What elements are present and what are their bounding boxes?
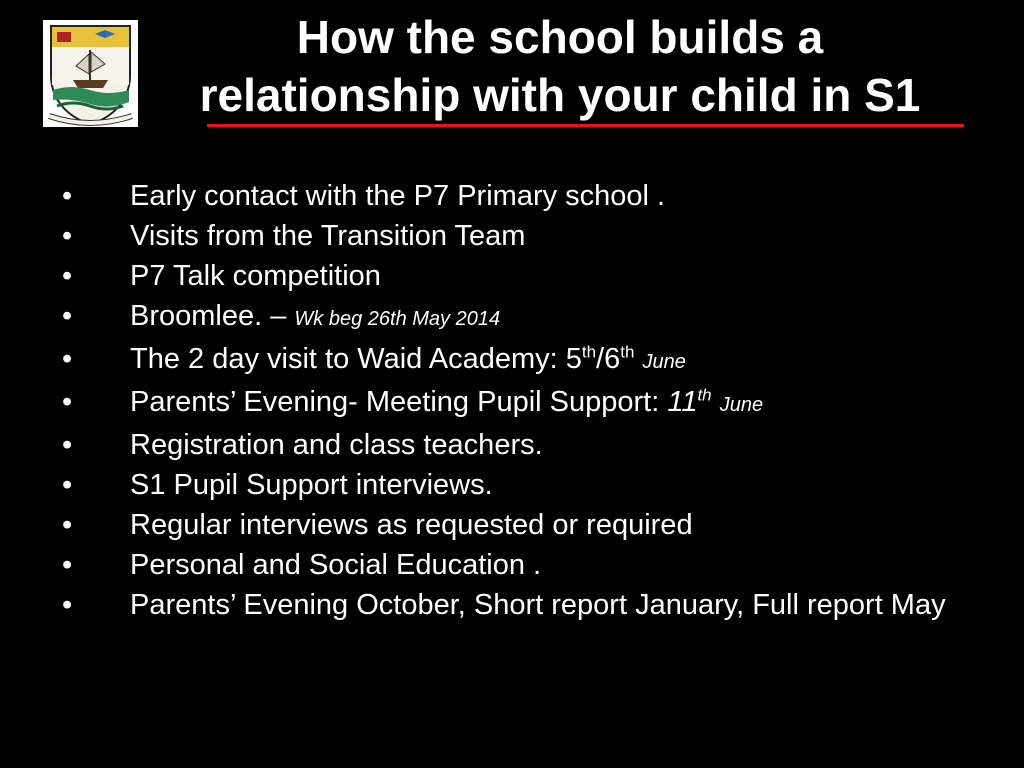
list-item — [62, 589, 962, 622]
bullet-list — [62, 180, 962, 629]
bullet-marker: • — [62, 343, 73, 375]
bullet-month: June — [719, 394, 764, 416]
title-underline — [207, 124, 964, 127]
bullet-marker: • — [62, 429, 73, 461]
list-item — [62, 220, 962, 253]
bullet-text-mid: /6 — [596, 343, 621, 375]
bullet-marker: • — [62, 260, 73, 292]
bullet-text: Personal and Social Education . — [130, 549, 542, 581]
bullet-text: Parents’ Evening October, Short report January, Full report May — [130, 589, 946, 621]
bullet-text: Broomlee. – — [130, 300, 295, 332]
title-line-2: relationship with your child in S1 — [199, 69, 921, 121]
ordinal-suffix: th — [620, 342, 635, 362]
bullet-text: Visits from the Transition Team — [130, 220, 526, 252]
school-crest-icon — [43, 20, 138, 127]
bullet-marker: • — [62, 180, 73, 212]
bullet-text: S1 Pupil Support interviews. — [130, 469, 493, 501]
list-item — [62, 180, 962, 213]
bullet-marker: • — [62, 220, 73, 252]
bullet-marker: • — [62, 386, 73, 418]
list-item — [62, 300, 962, 336]
bullet-day: 11 — [667, 386, 698, 418]
bullet-marker: • — [62, 300, 73, 332]
bullet-text: Parents’ Evening- Meeting Pupil Support: — [130, 386, 668, 418]
slide-title — [150, 8, 970, 124]
bullet-marker: • — [62, 469, 73, 501]
list-item — [62, 549, 962, 582]
bullet-date: Wk beg 26th May 2014 — [294, 308, 501, 330]
bullet-marker: • — [62, 549, 73, 581]
bullet-marker: • — [62, 589, 73, 621]
ordinal-suffix: th — [697, 385, 712, 405]
bullet-text: Early contact with the P7 Primary school . — [130, 180, 666, 212]
bullet-text: The 2 day visit to Waid Academy: 5 — [130, 343, 582, 375]
list-item — [62, 386, 962, 422]
ordinal-suffix: th — [581, 342, 597, 362]
list-item — [62, 509, 962, 542]
bullet-text: P7 Talk competition — [130, 260, 381, 292]
list-item — [62, 429, 962, 462]
bullet-text: Registration and class teachers. — [130, 429, 543, 461]
bullet-marker: • — [62, 509, 73, 541]
list-item — [62, 260, 962, 293]
list-item — [62, 469, 962, 502]
title-line-1: How the school builds a — [296, 11, 824, 63]
bullet-month: June — [642, 351, 686, 373]
list-item — [62, 343, 962, 379]
bullet-text: Regular interviews as requested or required — [130, 509, 693, 541]
